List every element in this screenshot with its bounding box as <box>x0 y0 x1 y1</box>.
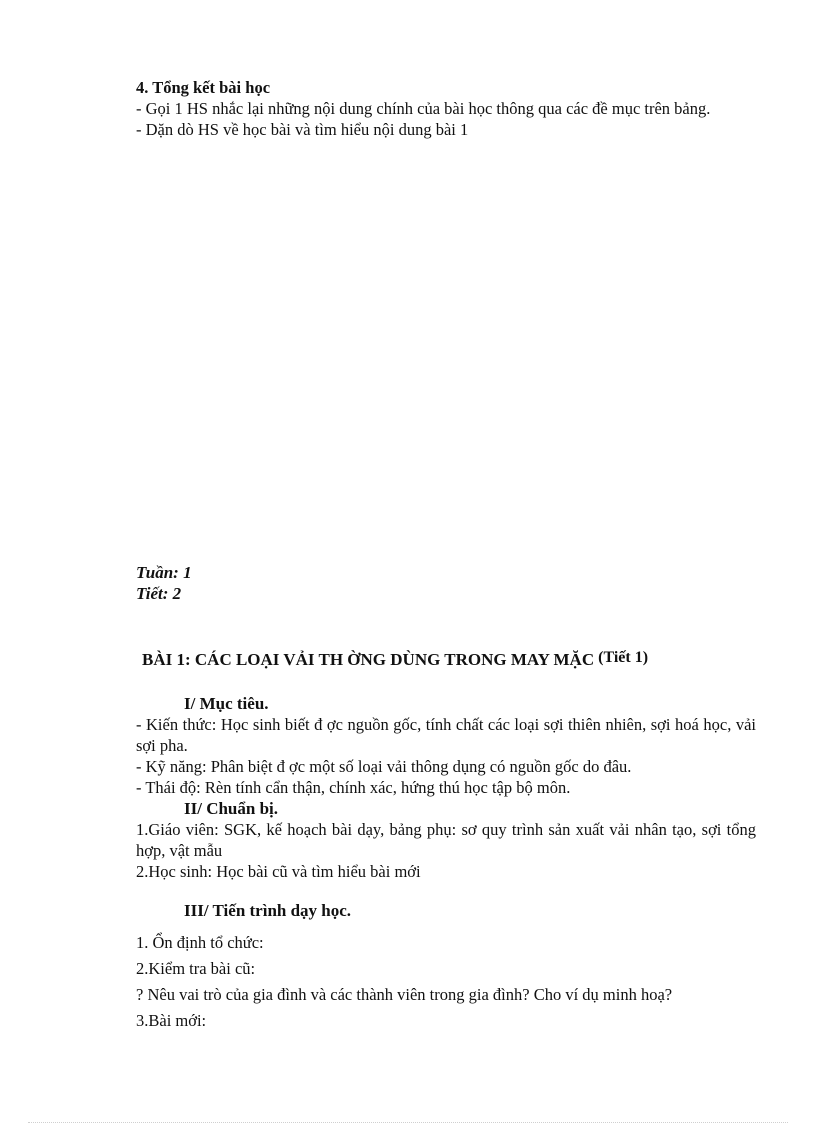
period-label: Tiết: 2 <box>136 584 182 603</box>
summary-line-2: - Dặn dò HS về học bài và tìm hiểu nội dung bài 1 <box>136 120 469 139</box>
objectives-heading: I/ Mục tiêu. <box>184 694 269 713</box>
preparation-heading: II/ Chuẩn bị. <box>184 799 279 818</box>
summary-line-1: - Gọi 1 HS nhắc lại những nội dung chính của bài học thông qua các đề mục trên bảng. <box>136 99 711 118</box>
objective-attitude: - Thái độ: Rèn tính cẩn thận, chính xác, hứng thú học tập bộ môn. <box>136 778 571 797</box>
objective-skills: - Kỹ năng: Phân biệt đ ợc một số loại vải thông dụng có nguồn gốc do đâu. <box>136 757 632 776</box>
week-label: Tuần: 1 <box>136 563 192 582</box>
preparation-student: 2.Học sinh: Học bài cũ và tìm hiểu bài mới <box>136 862 421 881</box>
lesson-title-suffix: (Tiết 1) <box>598 649 649 666</box>
preparation-teacher: 1.Giáo viên: SGK, kế hoạch bài dạy, bảng phụ: sơ quy trình sản xuất vải nhân tạo, sợi tổng hợp, vật mẫu <box>136 820 756 860</box>
lesson-meta <box>136 562 756 604</box>
objectives-section <box>136 693 756 882</box>
lesson-title <box>142 650 648 670</box>
summary-heading: 4. Tổng kết bài học <box>136 78 271 97</box>
objective-knowledge: - Kiến thức: Học sinh biết đ ợc nguồn gốc, tính chất các loại sợi thiên nhiên, sợi hoá học, vải sợi pha. <box>136 715 756 755</box>
process-steps <box>136 930 756 1034</box>
process-step-2: 2.Kiểm tra bài cũ: <box>136 959 256 978</box>
summary-section <box>136 77 756 140</box>
process-step-1: 1. Ổn định tổ chức: <box>136 933 264 952</box>
process-question: ? Nêu vai trò của gia đình và các thành viên trong gia đình? Cho ví dụ minh hoạ? <box>136 985 673 1004</box>
process-step-3: 3.Bài mới: <box>136 1011 207 1030</box>
process-heading: III/ Tiến trình dạy học. <box>184 901 352 920</box>
process-section <box>136 900 756 921</box>
lesson-title-text: BÀI 1: CÁC LOẠI VẢI TH ỜNG DÙNG TRONG MAY MẶC <box>142 650 595 669</box>
